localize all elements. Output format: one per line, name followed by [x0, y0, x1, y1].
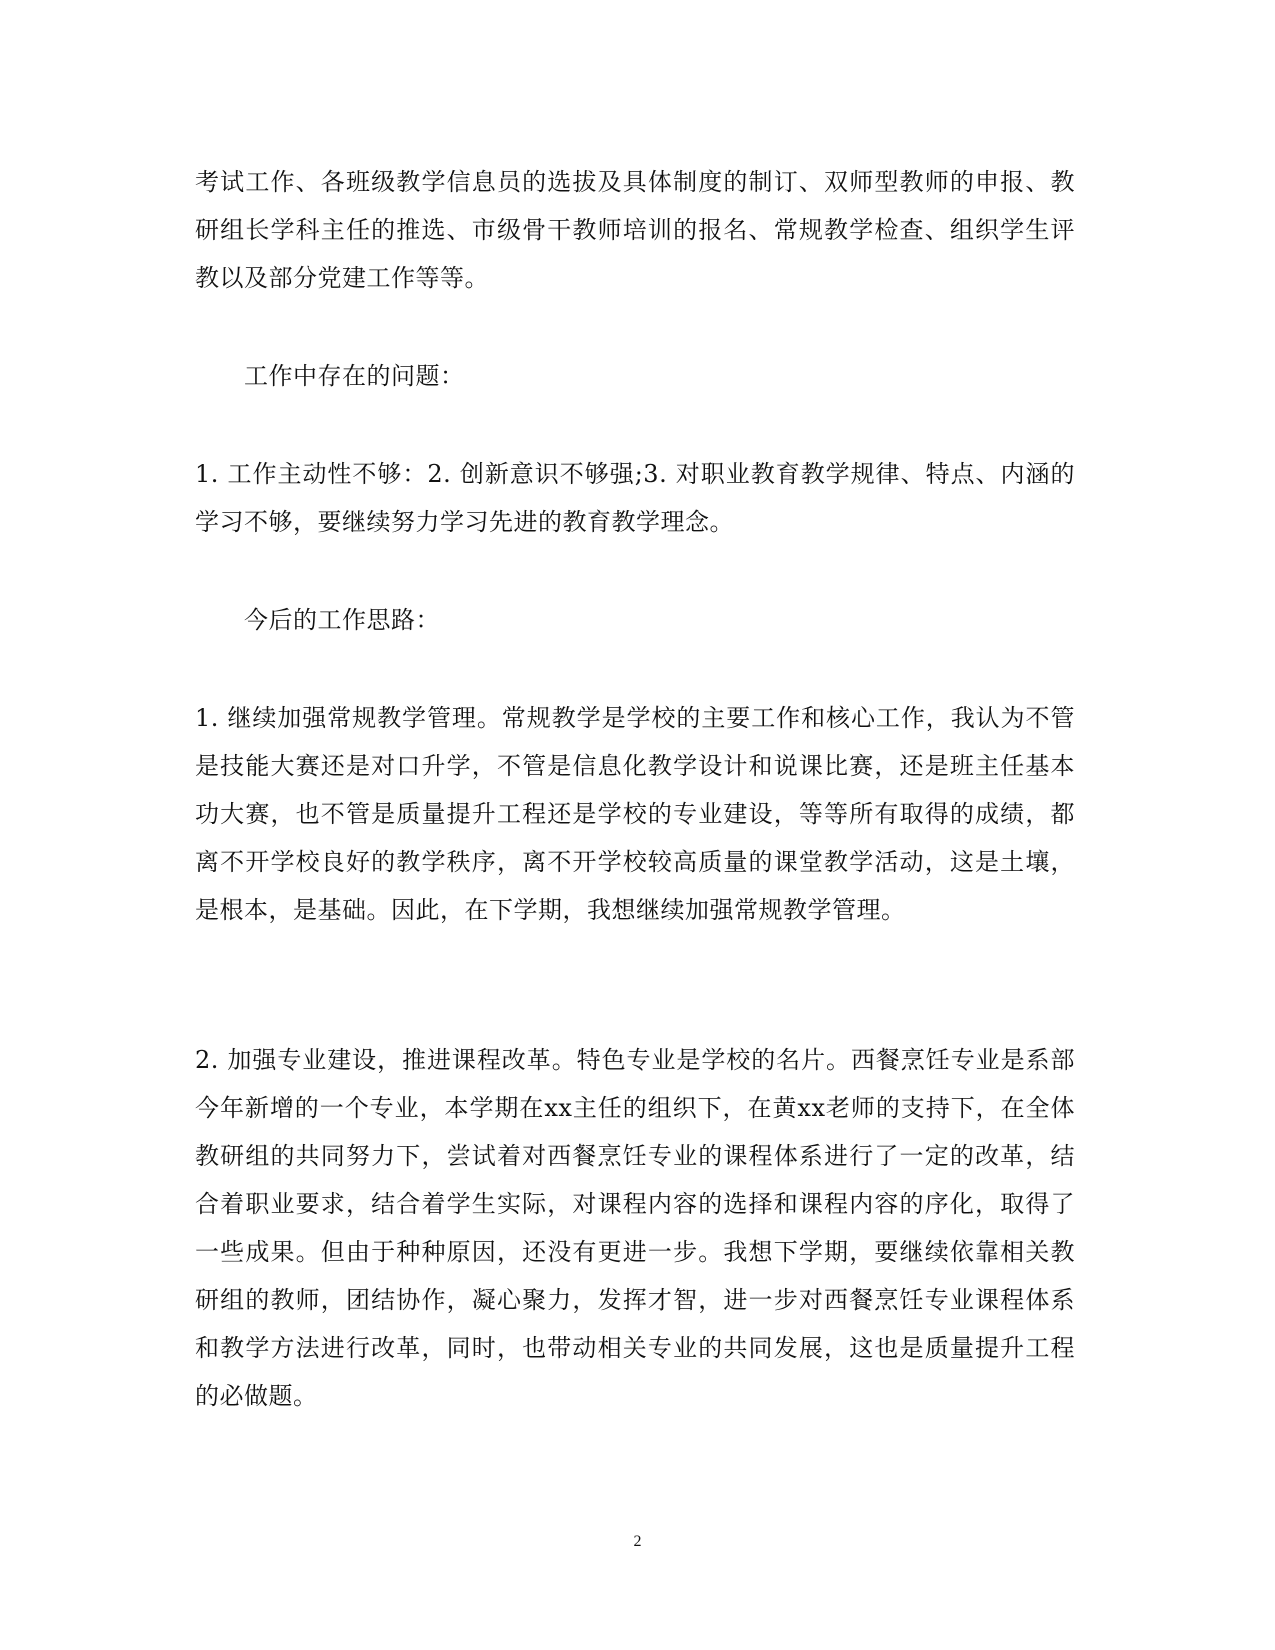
page-number: 2 [633, 1533, 642, 1550]
heading-future-plans: 今后的工作思路： [244, 606, 440, 634]
paragraph-plan-1: 1. 继续加强常规教学管理。常规教学是学校的主要工作和核心工作，我认为不管是技能大赛还是对口升学，不管是信息化教学设计和说课比赛，还是班主任基本功大赛，也不管是质量提升工程还是学校的专业建设，等等所有取得的成绩，都离不开学校良好的教学秩序，离不开学校较高质量的课堂教学活动，这是土壤，是根本，是基础。因此，在下学期，我想继续加强常规教学管理。 [195, 704, 1075, 924]
paragraph-problems: 1. 工作主动性不够：2. 创新意识不够强;3. 对职业教育教学规律、特点、内涵的学习不够，要继续努力学习先进的教育教学理念。 [195, 460, 1075, 536]
paragraph-work-list: 考试工作、各班级教学信息员的选拔及具体制度的制订、双师型教师的申报、教研组长学科主任的推选、市级骨干教师培训的报名、常规教学检查、组织学生评教以及部分党建工作等等。 [195, 168, 1075, 292]
heading-existing-problems: 工作中存在的问题： [244, 362, 465, 390]
paragraph-plan-2: 2. 加强专业建设，推进课程改革。特色专业是学校的名片。西餐烹饪专业是系部今年新增的一个专业，本学期在xx主任的组织下，在黄xx老师的支持下，在全体教研组的共同努力下，尝试着对西餐烹饪专业的课程体系进行了一定的改革，结合着职业要求，结合着学生实际，对课程内容的选择和课程内容的序化，取得了一些成果。但由于种种原因，还没有更进一步。我想下学期，要继续依靠相关教研组的教师，团结协作，凝心聚力，发挥才智，进一步对西餐烹饪专业课程体系和教学方法进行改革，同时，也带动相关专业的共同发展，这也是质量提升工程的必做题。 [195, 1046, 1075, 1410]
